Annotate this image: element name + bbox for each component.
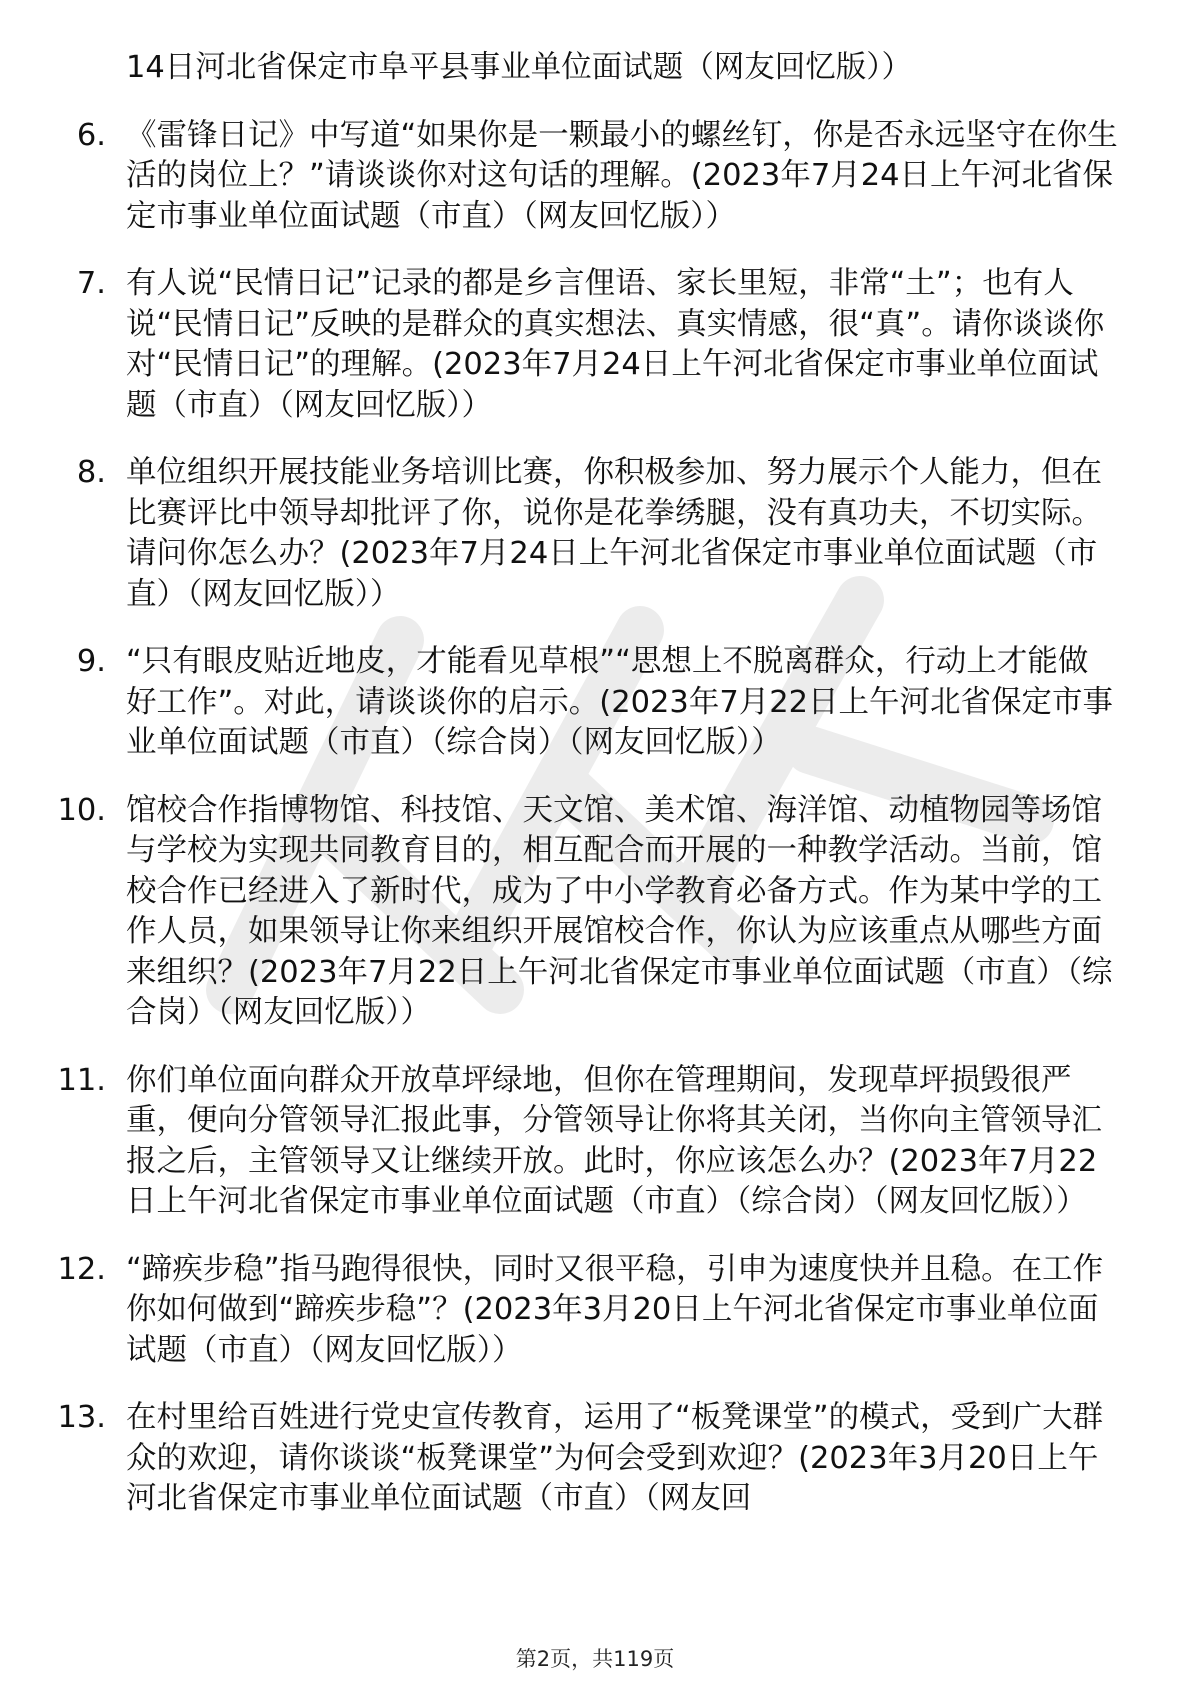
question-text: 有人说“民情日记”记录的都是乡言俚语、家长里短，非常“土”；也有人说“民情日记”反映的是群众的真实想法、真实情感，很“真”。请你谈谈你对“民情日记”的理解。(2023年7月24日上午河北省保定市事业单位面试题（市直）（网友回忆版）） [126,266,1105,423]
question-number: 12. [57,1251,106,1287]
question-text: “只有眼皮贴近地皮，才能看见草根”“思想上不脱离群众，行动上才能做好工作”。对此，请谈谈你的启示。(2023年7月22日上午河北省保定市事业单位面试题（市直）（综合岗）（网友回忆版）） [126,644,1114,760]
question-number: 10. [57,792,106,828]
question-number: 11. [57,1062,106,1098]
question-item [0,642,1118,764]
question-text: 在村里给百姓进行党史宣传教育，运用了“板凳课堂”的模式，受到广大群众的欢迎，请你谈谈“板凳课堂”为何会受到欢迎？(2023年3月20日上午河北省保定市事业单位面试题（市直）（网友回 [126,1400,1104,1516]
question-item [0,791,1118,1034]
question-number: 8. [76,455,106,490]
question-item [0,1398,1118,1520]
question-number: 13. [57,1400,106,1435]
question-number: 6. [76,117,106,153]
question-item [0,1061,1118,1223]
question-item [0,1250,1118,1372]
question-text: 馆校合作指博物馆、科技馆、天文馆、美术馆、海洋馆、动植物园等场馆与学校为实现共同教育目的，相互配合而开展的一种教学活动。当前，馆校合作已经进入了新时代，成为了中小学教育必备方式。作为某中学的工作人员，如果领导让你来组织开展馆校合作，你认为应该重点从哪些方面来组织？(2023年7月22日上午河北省保定市事业单位面试题（市直）（综合岗）（网友回忆版）） [126,792,1113,1030]
question-text: 《雷锋日记》中写道“如果你是一颗最小的螺丝钉，你是否永远坚守在你生活的岗位上？”请谈谈你对这句话的理解。(2023年7月24日上午河北省保定市事业单位面试题（市直）（网友回忆版）） [126,117,1118,234]
question-item [0,453,1118,615]
question-number: 9. [76,644,106,679]
question-list [0,48,1190,1547]
question-item [0,116,1118,238]
question-text: 你们单位面向群众开放草坪绿地，但你在管理期间，发现草坪损毁很严重，便向分管领导汇报此事，分管领导让你将其关闭，当你向主管领导汇报之后，主管领导又让继续开放。此时，你应该怎么办？(2023年7月22日上午河北省保定市事业单位面试题（市直）（综合岗）（网友回忆版）） [126,1062,1102,1219]
question-number: 7. [76,266,106,301]
question-item [0,264,1118,426]
question-text: “蹄疾步稳”指马跑得很快，同时又很平稳，引申为速度快并且稳。在工作你如何做到“蹄疾步稳”？(2023年3月20日上午河北省保定市事业单位面试题（市直）（网友回忆版）） [126,1251,1104,1368]
question-text: 单位组织开展技能业务培训比赛，你积极参加、努力展示个人能力，但在比赛评比中领导却批评了你，说你是花拳绣腿，没有真功夫，不切实际。请问你怎么办？(2023年7月24日上午河北省保定市事业单位面试题（市直）（网友回忆版）） [126,455,1102,612]
continued-question-text: 14日河北省保定市阜平县事业单位面试题（网友回忆版）） [126,50,913,85]
page-footer: 第2页，共119页 [515,1647,675,1671]
